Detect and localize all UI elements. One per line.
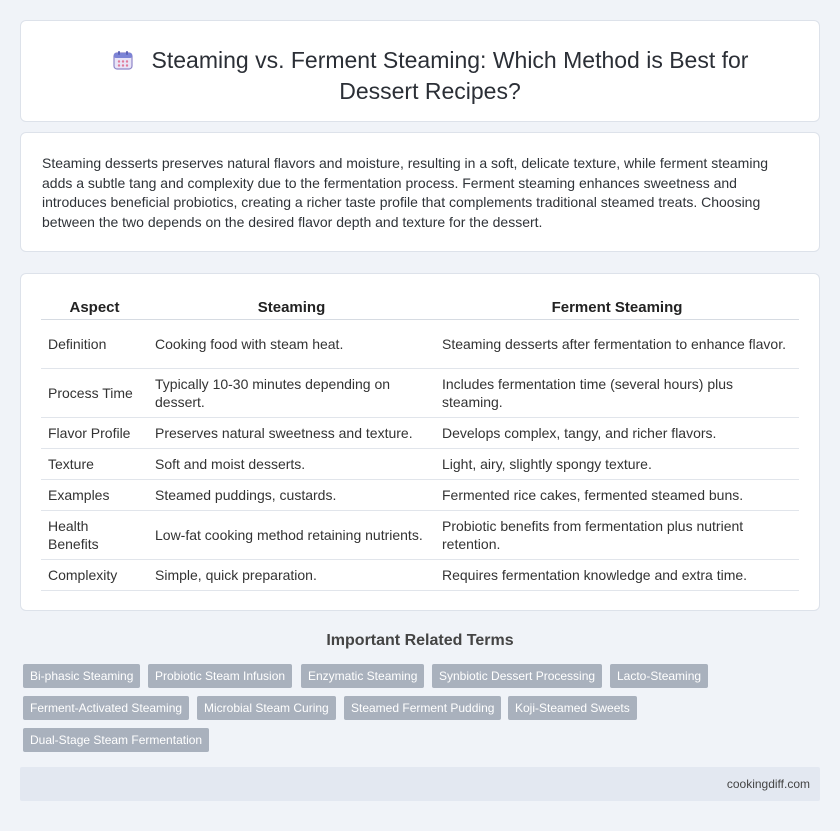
row-ferment: Light, airy, slightly spongy texture. <box>435 449 799 480</box>
page-title <box>81 45 779 107</box>
header-ferment-steaming: Ferment Steaming <box>435 296 799 320</box>
row-steaming: Simple, quick preparation. <box>148 560 435 591</box>
table-row <box>41 449 799 480</box>
row-steaming: Preserves natural sweetness and texture. <box>148 418 435 449</box>
row-steaming: Typically 10-30 minutes depending on dessert. <box>148 369 435 418</box>
row-aspect: Complexity <box>41 560 148 591</box>
row-ferment: Develops complex, tangy, and richer flavors. <box>435 418 799 449</box>
row-aspect: Flavor Profile <box>41 418 148 449</box>
footer-site-link[interactable]: cookingdiff.com <box>726 777 810 791</box>
intro-paragraph: Steaming desserts preserves natural flavors and moisture, resulting in a soft, delicate texture, while ferment steaming adds a subtle tang and complexity due to the fermentation process. Ferment steaming enhances sweetness and introduces beneficial probiotics, creating a richer taste profile that complements traditional steamed treats. Choosing between the two depends on the desired flavor depth and texture for the dessert. <box>42 155 769 230</box>
row-aspect: Health Benefits <box>41 511 148 560</box>
row-aspect: Definition <box>41 320 148 369</box>
comparison-table <box>41 296 799 591</box>
term-tag[interactable]: Koji-Steamed Sweets <box>508 696 637 720</box>
term-tag[interactable]: Microbial Steam Curing <box>197 696 336 720</box>
header-aspect: Aspect <box>41 296 148 320</box>
term-tag[interactable]: Enzymatic Steaming <box>301 664 424 688</box>
title-wrap <box>81 45 779 107</box>
row-steaming: Low-fat cooking method retaining nutrients. <box>148 511 435 560</box>
comparison-card <box>20 273 820 611</box>
term-tag[interactable]: Dual-Stage Steam Fermentation <box>23 728 209 752</box>
table-row <box>41 320 799 369</box>
term-tag[interactable]: Synbiotic Dessert Processing <box>432 664 602 688</box>
table-row <box>41 511 799 560</box>
calendar-icon <box>112 49 134 71</box>
term-tag[interactable]: Ferment-Activated Steaming <box>23 696 189 720</box>
row-ferment: Probiotic benefits from fermentation plus nutrient retention. <box>435 511 799 560</box>
row-ferment: Fermented rice cakes, fermented steamed buns. <box>435 480 799 511</box>
term-tag[interactable]: Steamed Ferment Pudding <box>344 696 501 720</box>
title-card <box>20 20 820 122</box>
row-steaming: Cooking food with steam heat. <box>148 320 435 369</box>
term-tag[interactable]: Lacto-Steaming <box>610 664 708 688</box>
term-tag[interactable]: Bi-phasic Steaming <box>23 664 140 688</box>
row-ferment: Includes fermentation time (several hours) plus steaming. <box>435 369 799 418</box>
table-row <box>41 369 799 418</box>
row-aspect: Texture <box>41 449 148 480</box>
table-row <box>41 418 799 449</box>
table-header-row <box>41 296 799 320</box>
row-ferment: Requires fermentation knowledge and extra time. <box>435 560 799 591</box>
row-aspect: Process Time <box>41 369 148 418</box>
row-aspect: Examples <box>41 480 148 511</box>
row-steaming: Soft and moist desserts. <box>148 449 435 480</box>
row-steaming: Steamed puddings, custards. <box>148 480 435 511</box>
header-steaming: Steaming <box>148 296 435 320</box>
table-row <box>41 560 799 591</box>
page-title-text: Steaming vs. Ferment Steaming: Which Method is Best for Dessert Recipes? <box>151 47 749 104</box>
intro-card <box>20 132 820 252</box>
term-tag[interactable]: Probiotic Steam Infusion <box>148 664 292 688</box>
footer <box>20 767 820 801</box>
table-row <box>41 480 799 511</box>
related-terms-heading: Important Related Terms <box>326 632 514 649</box>
row-ferment: Steaming desserts after fermentation to enhance flavor. <box>435 320 799 369</box>
